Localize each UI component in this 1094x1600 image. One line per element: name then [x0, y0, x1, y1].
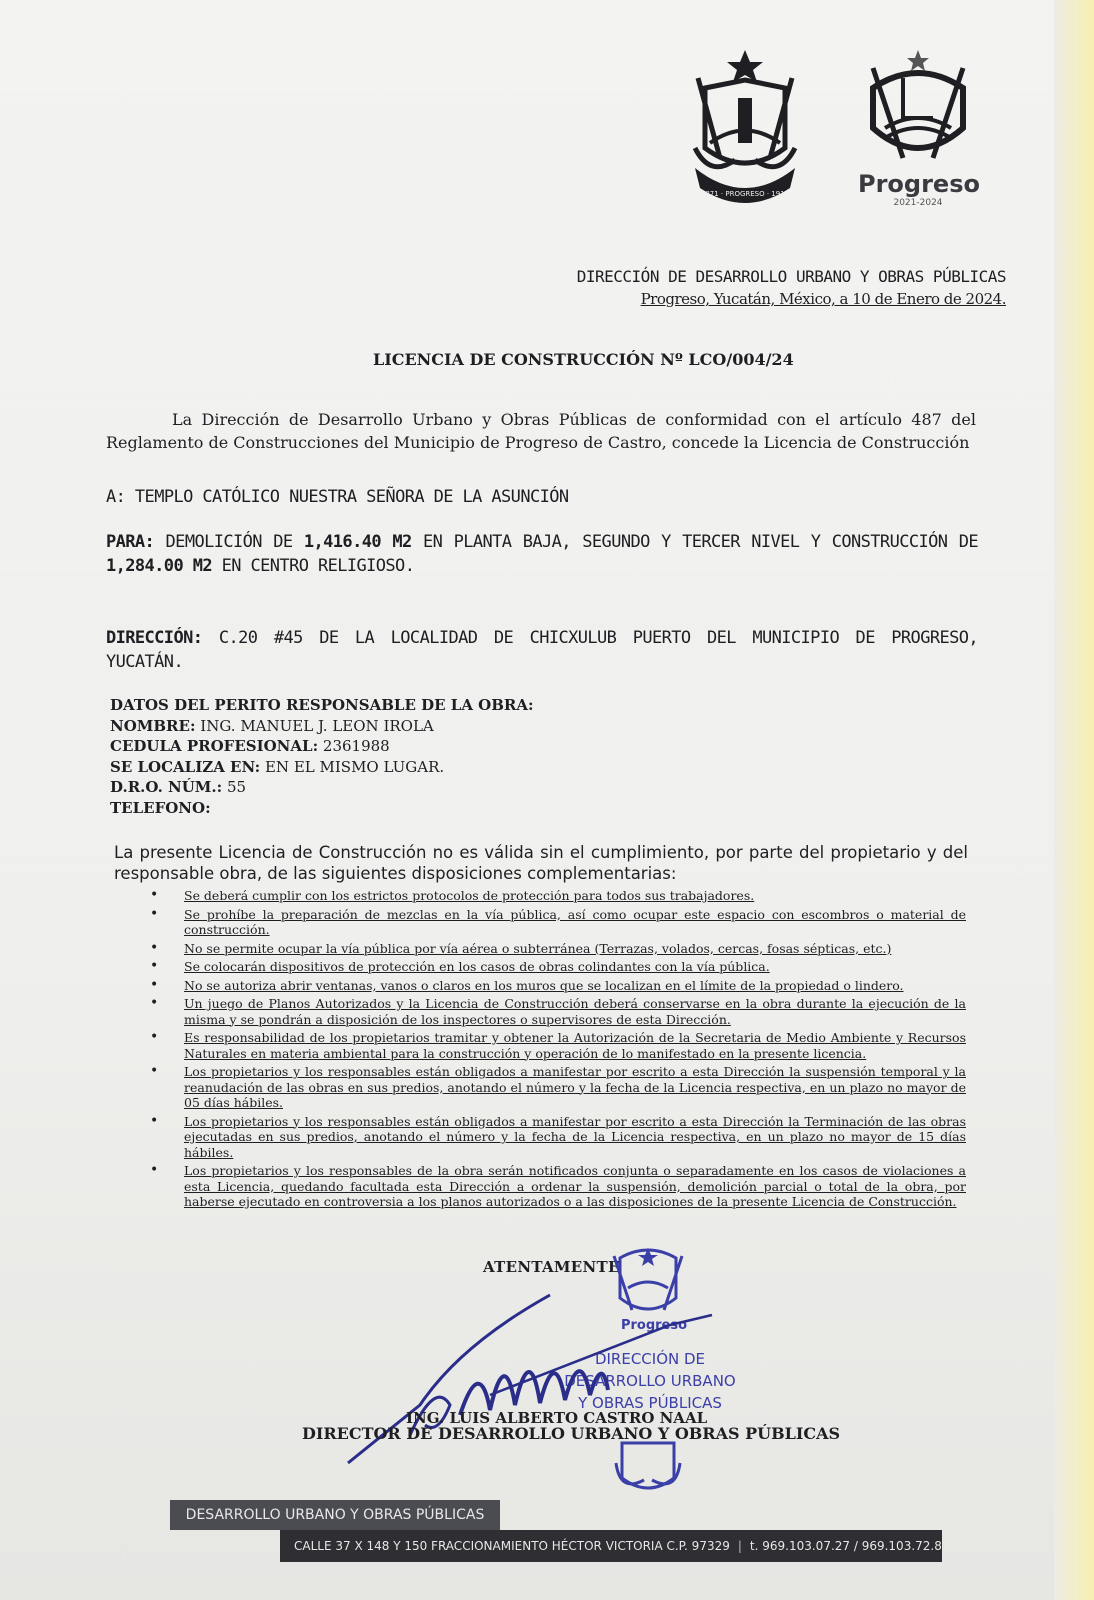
condition-item: • Los propietarios y los responsables están obligados a manifestar por escrito a esta Dirección la suspensión temporal y la reanudación de las obras en sus predios, anotando el número y la fecha de la Licencia respectiva, en un plazo no mayor de 05 días hábiles. — [150, 1064, 966, 1111]
expert-location-value: EN EL MISMO LUGAR. — [264, 757, 445, 776]
recipient-line — [106, 485, 978, 509]
address-value: C.20 #45 DE LA LOCALIDAD DE CHICXULUB PUERTO DEL MUNICIPIO DE PROGRESO, YUCATÁN. — [106, 628, 978, 672]
condition-item: • Los propietarios y los responsables están obligados a manifestar por escrito a esta Dirección la Terminación de las obras ejecutadas en sus predios, anotando el número y la fecha de la Licencia respectiva, en un plazo no mayor de 15 días hábiles. — [150, 1114, 966, 1161]
purpose-label: PARA: — [106, 532, 155, 552]
purpose-part2: EN PLANTA BAJA, SEGUNDO Y TERCER NIVEL Y CONSTRUCCIÓN DE — [422, 532, 979, 552]
expert-name-label: NOMBRE: — [110, 716, 196, 735]
signer-name: ING. LUIS ALBERTO CASTRO NAAL — [406, 1409, 708, 1427]
footer-bar — [280, 1530, 950, 1562]
expert-section — [110, 695, 534, 818]
expert-dro-label: D.R.O. NÚM.: — [110, 778, 223, 796]
license-title: LICENCIA DE CONSTRUCCIÓN Nº LCO/004/24 — [373, 350, 794, 369]
conditions-list — [150, 888, 966, 1213]
condition-item: • Se deberá cumplir con los estrictos protocolos de protección para todos sus trabajadores. — [150, 888, 966, 904]
closing-text: ATENTAMENTE — [483, 1258, 620, 1276]
background-edge — [1054, 0, 1094, 1600]
stamp-text: DIRECCIÓN DE DESARROLLO URBANO Y OBRAS PÚBLICAS — [564, 1350, 736, 1412]
municipal-seal-logo — [690, 48, 800, 208]
condition-item: • Se colocarán dispositivos de protección en los casos de obras colindantes con la vía pública. — [150, 959, 966, 975]
address-label: DIRECCIÓN: — [106, 628, 203, 648]
department-name: DIRECCIÓN DE DESARROLLO URBANO Y OBRAS PÚBLICAS — [576, 267, 1006, 286]
place-date: Progreso, Yucatán, México, a 10 de Enero de 2024. — [640, 290, 1006, 308]
footer-address: CALLE 37 X 148 Y 150 FRACCIONAMIENTO HÉCTOR VICTORIA C.P. 97329 — [294, 1539, 730, 1553]
seal-text: 1871 · PROGRESO · 1911 — [700, 190, 790, 198]
brand-years: 2021-2024 — [893, 198, 943, 208]
handwritten-signature — [340, 1285, 730, 1475]
purpose-part3: EN CENTRO RELIGIOSO. — [221, 556, 415, 576]
recipient-value: TEMPLO CATÓLICO NUESTRA SEÑORA DE LA ASUNCIÓN — [134, 487, 569, 507]
expert-phone-label: TELEFONO: — [110, 798, 211, 817]
signer-title: DIRECTOR DE DESARROLLO URBANO Y OBRAS PÚBLICAS — [302, 1424, 841, 1443]
address-line — [106, 626, 978, 674]
expert-name-value: ING. MANUEL J. LEON IROLA — [200, 716, 434, 735]
recipient-label: A: — [106, 487, 126, 507]
conditions-intro: La presente Licencia de Construcción no es válida sin el cumplimiento, por parte del propietario y del responsable obra, de las siguientes disposiciones complementarias: — [114, 843, 968, 883]
condition-item: • Los propietarios y los responsables de la obra serán notificados conjunta o separadamente en los casos de violaciones a esta Licencia, quedando facultada esta Dirección a ordenar la suspensión, demolición parcial o total de la obra, por haberse ejecutado en controversia a los planos autorizados o a las disposiciones de la presente Licencia de Construcción. — [150, 1163, 966, 1210]
intro-text: La Dirección de Desarrollo Urbano y Obras Públicas de conformidad con el artículo 487 del Reglamento de Construcciones del Municipio de Progreso de Castro, concede la Licencia de Construcción — [106, 410, 976, 452]
purpose-area2: 1,284.00 M2 — [106, 556, 212, 576]
footer-department-tab: DESARROLLO URBANO Y OBRAS PÚBLICAS — [170, 1500, 500, 1530]
condition-item: • Un juego de Planos Autorizados y la Licencia de Construcción deberá conservarse en la obra durante la ejecución de la misma y se pondrán a disposición de los inspectores o supervisores de esta Dirección. — [150, 996, 966, 1027]
condition-item: • No se autoriza abrir ventanas, vanos o claros en los muros que se localizan en el límite de la propiedad o lindero. — [150, 978, 966, 994]
brand-name: Progreso — [858, 170, 980, 198]
intro-paragraph — [106, 408, 976, 454]
condition-item: • No se permite ocupar la vía pública por vía aérea o subterránea (Terrazas, volados, cercas, fosas sépticas, etc.) — [150, 941, 966, 957]
stamp-brand: Progreso — [620, 1318, 688, 1333]
footer-separator: | — [737, 1539, 742, 1553]
purpose-area1: 1,416.40 M2 — [303, 532, 412, 552]
footer-phones: t. 969.103.07.27 / 969.103.72.80 — [749, 1539, 950, 1553]
purpose-part1: DEMOLICIÓN DE — [165, 532, 293, 552]
condition-item: • Se prohíbe la preparación de mezclas en la vía pública, así como ocupar este espacio con escombros o material de construcción. — [150, 907, 966, 938]
condition-item: • Es responsabilidad de los propietarios tramitar y obtener la Autorización de la Secretaria de Medio Ambiente y Recursos Naturales en materia ambiental para la construcción y operación de lo manifestado en la presente licencia. — [150, 1030, 966, 1061]
expert-location-label: SE LOCALIZA EN: — [110, 757, 261, 776]
progreso-brand-logo — [858, 48, 978, 223]
expert-heading: DATOS DEL PERITO RESPONSABLE DE LA OBRA: — [110, 696, 534, 714]
department-header — [577, 266, 1006, 310]
expert-cedula-value: 2361988 — [322, 737, 390, 755]
purpose-line — [106, 530, 978, 578]
expert-cedula-label: CEDULA PROFESIONAL: — [110, 737, 319, 755]
expert-dro-value: 55 — [226, 778, 247, 796]
